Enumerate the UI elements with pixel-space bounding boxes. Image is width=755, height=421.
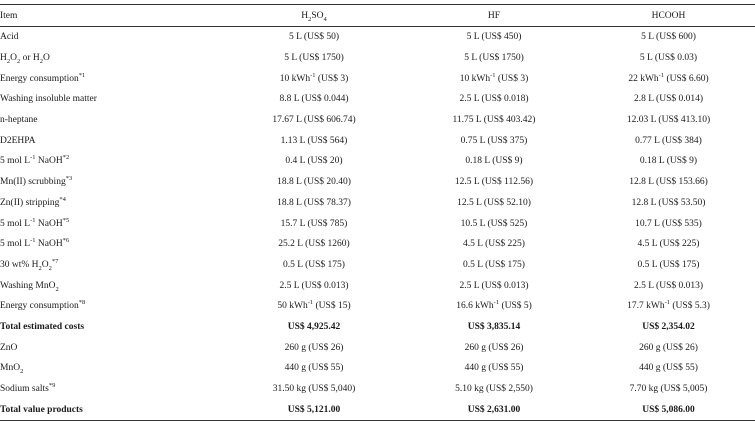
cell-hf: 0.5 L (US$ 175) [463, 259, 525, 270]
cell-h2so4: 50 kWh$^{-1}$ (US$ 15) [277, 299, 351, 312]
table-row [0, 48, 755, 69]
cell-hcooh: 440 g (US$ 55) [639, 363, 698, 374]
table-row [0, 337, 755, 358]
row-label: Washing MnO$_2$ [0, 280, 59, 293]
cell-hcooh: 5 L (US$ 600) [641, 32, 696, 43]
row-label: 5 mol $L^{-1}$ NaOH$^{*5}$ [0, 216, 70, 229]
cell-h2so4: 31.50 kg (US$ 5,040) [272, 384, 356, 395]
row-label: Energy consumption$^{*8}$ [0, 299, 86, 312]
cell-h2so4: 1.13 L (US$ 564) [280, 135, 348, 146]
cell-hf: 4.5 L (US$ 225) [463, 239, 525, 250]
table-header [0, 5, 755, 27]
table-row [0, 255, 755, 276]
cell-h2so4: US$ 4,925.42 [287, 321, 341, 332]
cost-comparison-table [0, 4, 755, 421]
cell-hcooh: 0.5 L (US$ 175) [637, 259, 700, 270]
cell-hcooh: US$ 2,354.02 [642, 321, 695, 332]
header-row [0, 5, 755, 27]
table-row [0, 27, 755, 48]
row-label: Energy consumption$^{*1}$ [0, 71, 86, 84]
cell-hf: 2.5 L (US$ 0.018) [459, 94, 529, 105]
table-row [0, 275, 755, 296]
table-row [0, 193, 755, 214]
cell-hcooh: 12.8 L (US$ 153.66) [629, 177, 708, 188]
row-label: 5 mol $L^{-1}$ NaOH$^{*6}$ [0, 237, 70, 250]
cell-h2so4: 15.7 L (US$ 785) [280, 218, 348, 229]
cell-hcooh: 12.03 L (US$ 413.10) [626, 115, 711, 126]
table-row [0, 110, 755, 131]
cell-hcooh: 17.7 kWh$^{-1}$ (US$ 5.3) [627, 299, 710, 312]
table-row [0, 172, 755, 193]
row-label: Washing insoluble matter [0, 94, 97, 105]
table-row [0, 130, 755, 151]
cell-hf: 12.5 L (US$ 52.10) [457, 197, 531, 208]
cell-h2so4: 260 g (US$ 26) [284, 342, 344, 353]
table-row [0, 89, 755, 110]
table-row [0, 317, 755, 338]
cell-hf: 11.75 L (US$ 403.42) [452, 115, 536, 126]
cell-hcooh: 0.18 L (US$ 9) [639, 156, 698, 167]
row-label: Mn(II) scrubbing$^{*3}$ [0, 175, 73, 188]
row-label: $H_2O_2$ or $H_2O$ [0, 53, 50, 65]
cell-hcooh: 0.77 L (US$ 384) [635, 135, 702, 146]
cell-h2so4: 0.5 L (US$ 175) [283, 259, 345, 270]
table-row [0, 68, 755, 89]
cell-hf: 260 g (US$ 26) [464, 342, 524, 353]
cell-hf: US$ 2,631.00 [467, 404, 521, 415]
row-label: 30 wt% $H_2O_2^{*7}$ [0, 257, 59, 272]
row-label: Total estimated costs [0, 321, 85, 332]
cell-hf: 16.6 kWh$^{-1}$ (US$ 5) [456, 299, 532, 312]
cell-hf: US$ 3,835.14 [467, 321, 521, 332]
cell-h2so4: 5 L (US$ 50) [288, 32, 340, 43]
row-label: Sodium salts$^{*9}$ [0, 381, 56, 395]
row-label: 5 mol $L^{-1}$ NaOH$^{*2}$ [0, 154, 70, 167]
cell-hcooh: 2.5 L (US$ 0.013) [633, 280, 704, 291]
row-label: Zn(II) stripping$^{*4}$ [0, 195, 66, 208]
cell-hf: 10.5 L (US$ 525) [460, 218, 528, 229]
cell-hcooh: US$ 5,086.00 [642, 404, 695, 415]
table-body [0, 27, 755, 421]
cell-hcooh: 10.7 L (US$ 535) [635, 218, 702, 229]
cell-h2so4: 25.2 L (US$ 1260) [278, 239, 350, 250]
cell-hf: 5.10 kg (US$ 2,550) [455, 384, 533, 395]
cell-hf: 0.75 L (US$ 375) [460, 135, 528, 146]
cell-hf: 440 g (US$ 55) [464, 363, 524, 374]
cell-hcooh: 5 L (US$ 0.03) [639, 53, 698, 64]
table-row [0, 234, 755, 255]
cell-hcooh: 260 g (US$ 26) [639, 342, 698, 353]
row-label: Total value products [0, 404, 83, 415]
row-label: Acid [0, 32, 19, 43]
cell-hf: 5 L (US$ 450) [466, 32, 522, 43]
cell-h2so4: US$ 5,121.00 [287, 404, 341, 415]
row-label: n-heptane [0, 115, 38, 126]
cell-hf: 5 L (US$ 1750) [464, 53, 524, 64]
cell-hcooh: 12.8 L (US$ 53.50) [631, 197, 706, 208]
cell-h2so4: 10 kWh$^{-1}$ (US$ 3) [279, 71, 349, 84]
table-row [0, 213, 755, 234]
row-label: D2EHPA [0, 135, 36, 146]
cell-hcooh: 4.5 L (US$ 225) [637, 239, 700, 250]
table-row [0, 379, 755, 400]
table-row [0, 358, 755, 379]
header-hcooh: HCOOH [651, 10, 686, 21]
header-hf: HF [487, 10, 501, 21]
table-row [0, 151, 755, 172]
table-row [0, 296, 755, 317]
cell-h2so4: 17.67 L (US$ 606.74) [272, 115, 356, 126]
cell-h2so4: 2.5 L (US$ 0.013) [279, 280, 349, 291]
table-row [0, 399, 755, 420]
cell-h2so4: 440 g (US$ 55) [284, 363, 344, 374]
cell-hcooh: 22 kWh$^{-1}$ (US$ 6.60) [628, 71, 709, 84]
cell-hf: 0.18 L (US$ 9) [465, 156, 523, 167]
header-item: Item [0, 10, 18, 21]
cell-h2so4: 18.8 L (US$ 20.40) [277, 177, 351, 188]
cell-h2so4: 18.8 L (US$ 78.37) [277, 197, 351, 208]
row-label: ZnO [0, 342, 18, 353]
cell-h2so4: 8.8 L (US$ 0.044) [279, 94, 349, 105]
cell-hcooh: 2.8 L (US$ 0.014) [633, 94, 704, 105]
cell-hf: 2.5 L (US$ 0.013) [459, 280, 529, 291]
cell-hf: 10 kWh$^{-1}$ (US$ 3) [459, 71, 529, 84]
cell-hf: 12.5 L (US$ 112.56) [454, 177, 534, 188]
cell-hcooh: 7.70 kg (US$ 5,005) [629, 384, 708, 395]
cell-h2so4: 0.4 L (US$ 20) [285, 156, 343, 167]
header-h2so4: $H_2SO_4$ [301, 10, 327, 23]
row-label: MnO$_2$ [0, 363, 24, 376]
cell-h2so4: 5 L (US$ 1750) [284, 53, 344, 64]
